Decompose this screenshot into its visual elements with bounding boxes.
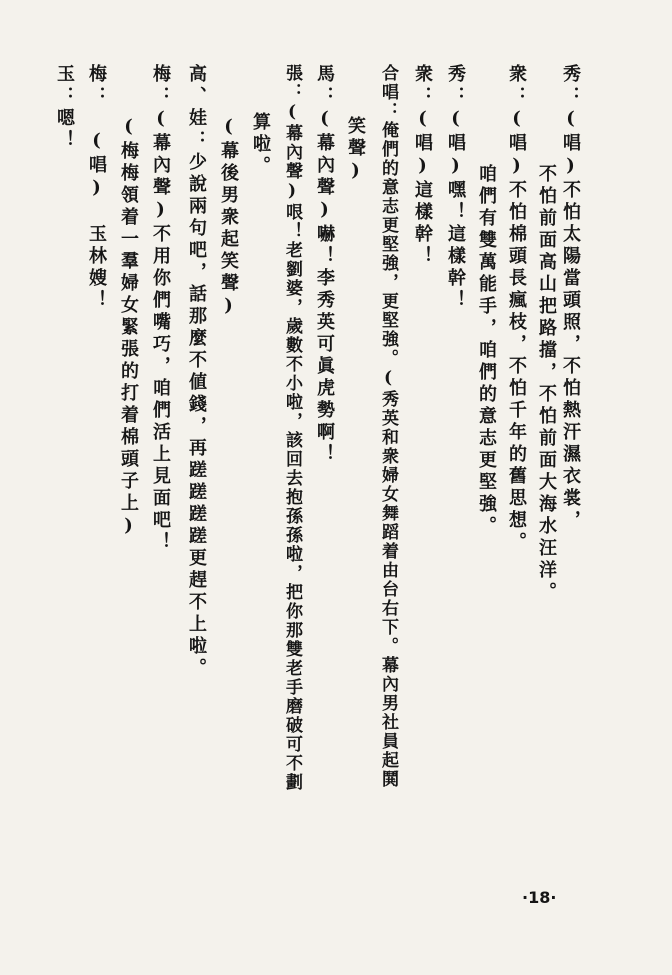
text-column: 高、娃：少說兩句吧，話那麼不値錢，再蹉蹉蹉蹉更趕不上啦。: [186, 64, 207, 680]
text-column: (幕後男衆起笑聲): [218, 116, 239, 320]
text-column: (梅梅領着一羣婦女緊張的打着棉頭子上): [118, 116, 139, 540]
text-column: 張：(幕內聲)哏！老劉婆，歲數不小啦，該回去抱孫孫啦，把你那雙老手磨破可不劃: [282, 64, 302, 792]
text-column: 秀：(唱)不怕太陽當頭照，不怕熱汗濕衣裳，: [560, 64, 581, 532]
text-column: 梅： (唱) 玉林嫂！: [86, 64, 107, 312]
text-column: 咱們有雙萬能手，咱們的意志更堅強。: [476, 164, 497, 538]
text-column: 不怕前面高山把路擋，不怕前面大海水汪洋。: [536, 164, 557, 604]
text-column: 秀：(唱)嘿！這樣幹！: [445, 64, 466, 312]
text-column: 算啦。: [250, 112, 271, 178]
text-column: 衆：(唱)不怕棉頭長瘋枝，不怕千年的舊思想。: [506, 64, 527, 554]
text-column: 衆：(唱)這樣幹！: [412, 64, 433, 268]
page-number: ·18·: [522, 888, 557, 907]
text-column: 玉：嗯！: [54, 64, 75, 152]
text-column: 笑聲): [345, 116, 366, 185]
text-column: 合唱：俺們的意志更堅強，更堅強。(秀英和衆婦女舞蹈着由台右下。幕內男社員起鬨: [378, 64, 398, 789]
text-column: 馬：(幕內聲)嚇！李秀英可眞虎勢啊！: [314, 64, 335, 466]
text-column: 梅：(幕內聲)不用你們嘴巧，咱們活上見面吧！: [150, 64, 171, 554]
